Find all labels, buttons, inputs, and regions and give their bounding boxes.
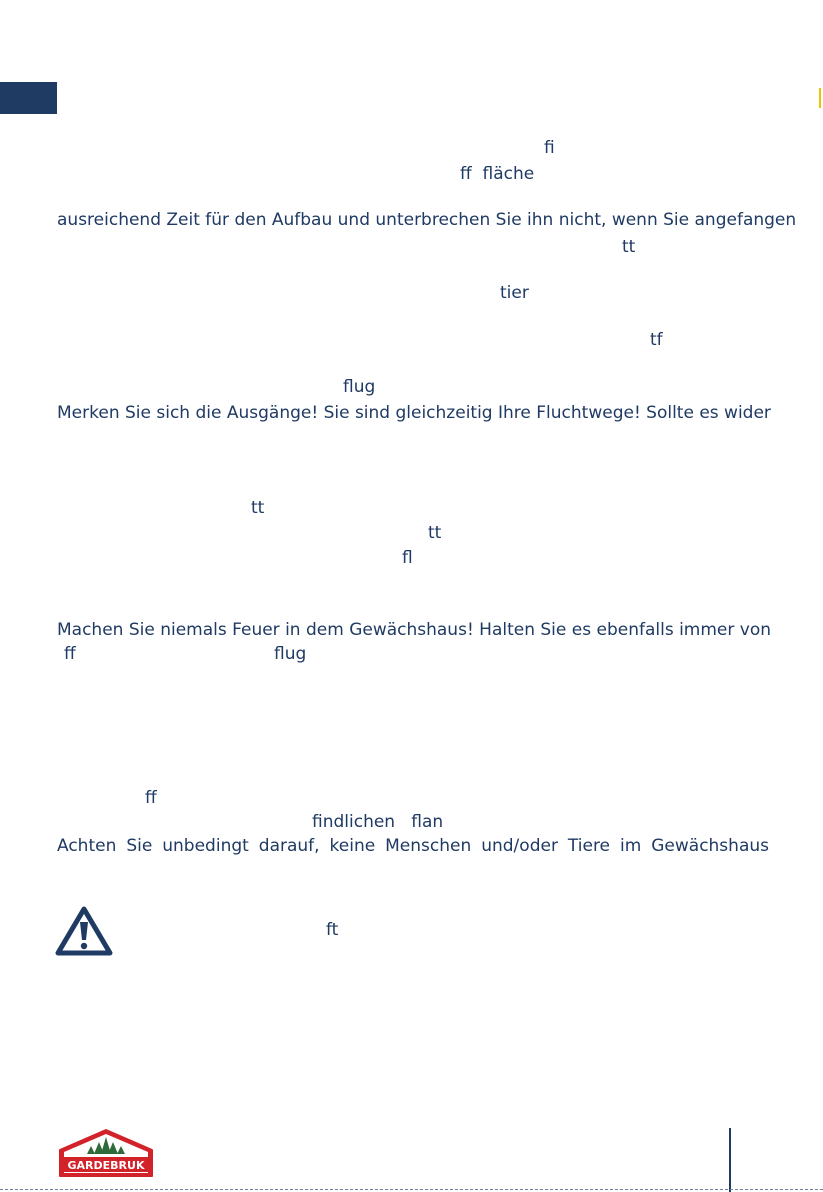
page-trim-line <box>0 1189 823 1191</box>
text-fragment: flug <box>343 377 376 397</box>
accent-tick <box>819 88 821 108</box>
section-header-bar <box>0 82 57 114</box>
text-fragment: fl <box>402 548 413 568</box>
page-number-rule <box>729 1128 731 1192</box>
text-fragment: findlichen flan <box>312 812 444 832</box>
body-line: Merken Sie sich die Ausgänge! Sie sind gleichzeitig Ihre Fluchtwege! Sollte es wider <box>57 403 771 423</box>
text-fragment: tt <box>428 523 442 543</box>
body-line: Achten Sie unbedingt darauf, keine Menschen und/oder Tiere im Gewächshaus <box>57 836 769 856</box>
text-fragment: tier <box>500 283 529 303</box>
logo-text: GARDEBRUK <box>67 1159 145 1172</box>
text-fragment: flug <box>274 644 307 664</box>
body-line: ausreichend Zeit für den Aufbau und unterbrechen Sie ihn nicht, wenn Sie angefangen <box>57 210 797 230</box>
text-fragment: tt <box>622 237 636 257</box>
body-line: Machen Sie niemals Feuer in dem Gewächshaus! Halten Sie es ebenfalls immer von <box>57 620 772 640</box>
text-fragment: tf <box>650 330 663 350</box>
text-fragment: ff <box>145 788 157 808</box>
text-fragment: ft <box>326 920 339 940</box>
text-fragment: tt <box>251 498 265 518</box>
warning-triangle-icon <box>54 905 114 957</box>
gardebruk-logo <box>56 1128 156 1178</box>
text-fragment: fi <box>544 138 555 158</box>
text-fragment: ff <box>64 644 76 664</box>
text-fragment: ff fläche <box>460 164 535 184</box>
